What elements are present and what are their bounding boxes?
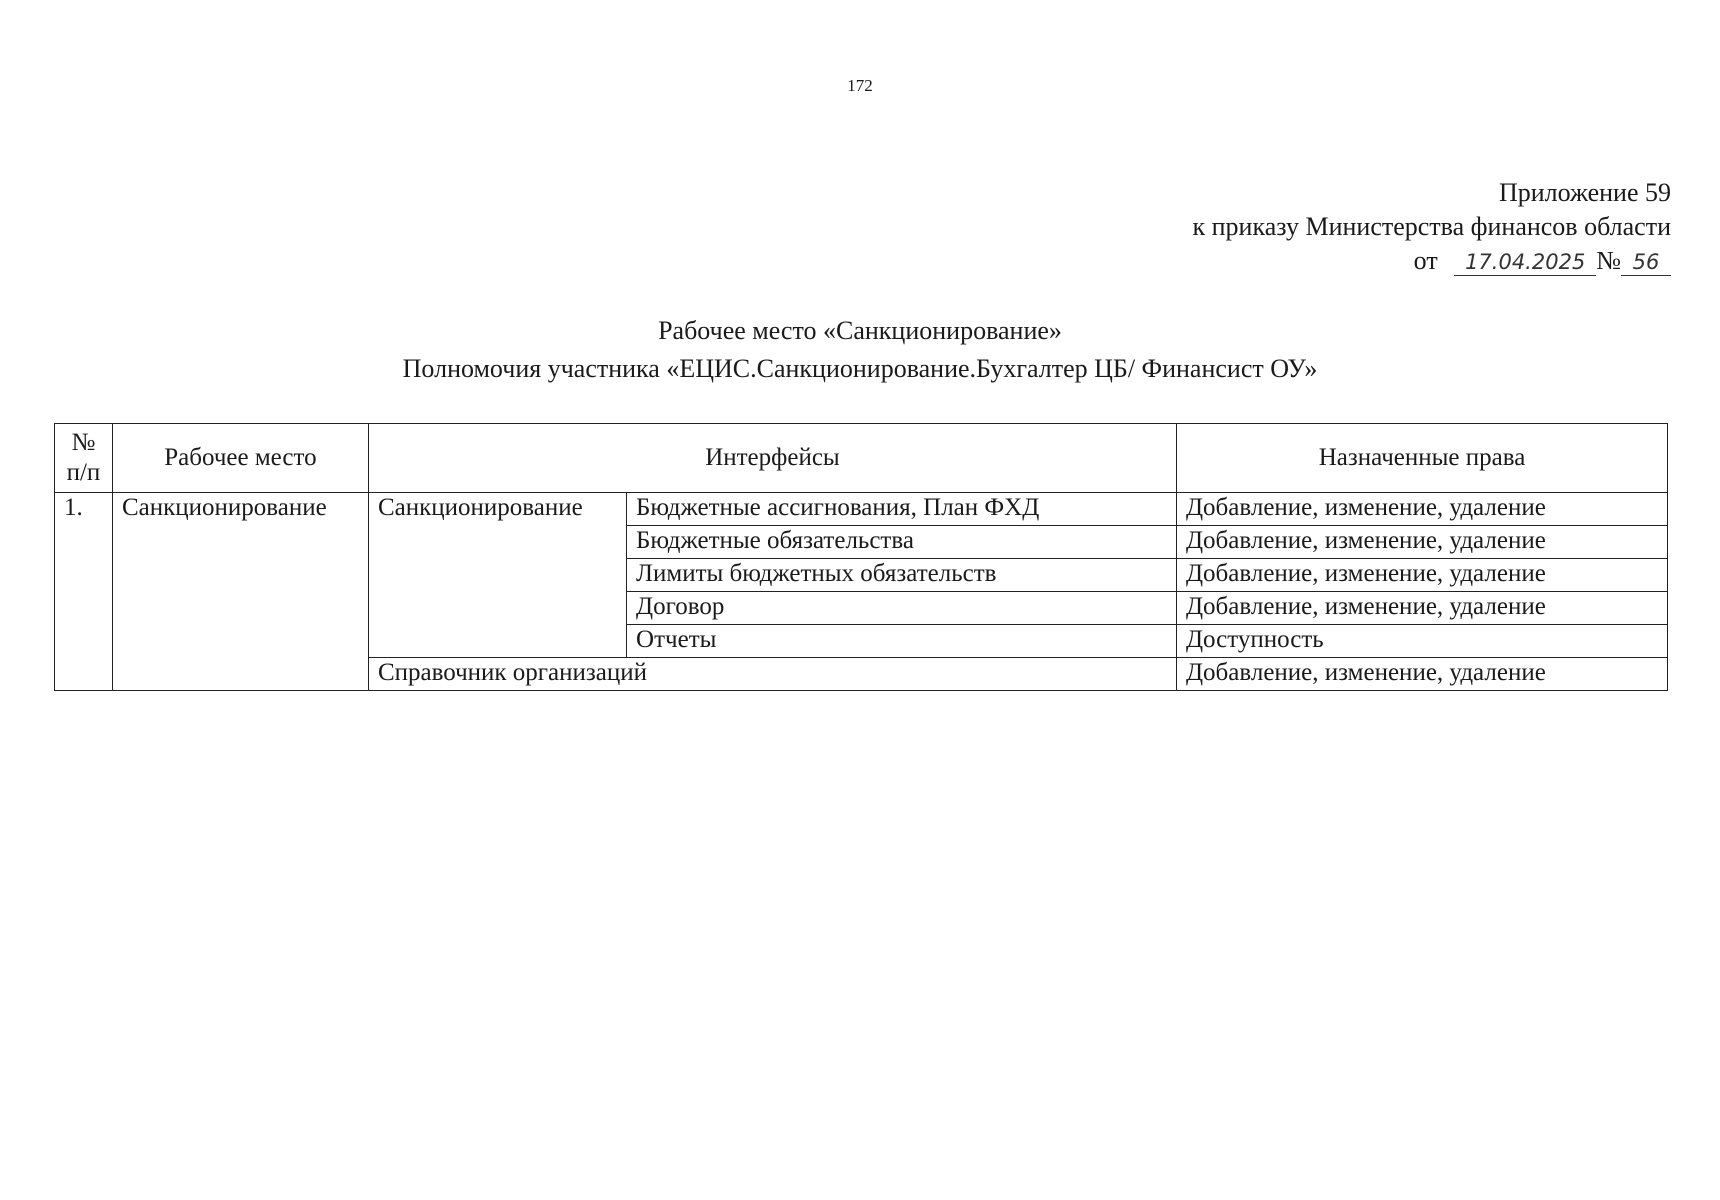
cell-rights: Добавление, изменение, удаление (1177, 559, 1668, 592)
appendix-subtitle: к приказу Министерства финансов области (1192, 212, 1671, 241)
rights-table (54, 423, 1668, 691)
cell-interface-group: Санкционирование (368, 493, 626, 658)
cell-interface: Лимиты бюджетных обязательств (627, 559, 1177, 592)
heading-line-2: Полномочия участника «ЕЦИС.Санкционирование.Бухгалтер ЦБ/ Финансист ОУ» (402, 354, 1318, 383)
date-prefix: от (1413, 246, 1438, 275)
cell-interface: Отчеты (627, 625, 1177, 658)
cell-interface-extra: Справочник организаций (368, 658, 1176, 691)
header-interfaces: Интерфейсы (368, 424, 1176, 493)
cell-interface: Договор (627, 592, 1177, 625)
cell-row-num: 1. (55, 493, 113, 691)
cell-interface: Бюджетные обязательства (627, 526, 1177, 559)
cell-workplace: Санкционирование (112, 493, 368, 691)
table-row (55, 493, 1668, 526)
header-num: № п/п (55, 424, 113, 493)
page-number: 172 (847, 76, 873, 95)
appendix-block (1193, 176, 1672, 278)
header-workplace: Рабочее место (112, 424, 368, 493)
cell-rights: Доступность (1177, 625, 1668, 658)
cell-rights: Добавление, изменение, удаление (1177, 592, 1668, 625)
cell-rights: Добавление, изменение, удаление (1177, 658, 1668, 691)
cell-rights: Добавление, изменение, удаление (1177, 493, 1668, 526)
table-header-row (55, 424, 1668, 493)
handwritten-number: 56 (1621, 249, 1671, 276)
number-prefix: № (1596, 246, 1621, 275)
heading-line-1: Рабочее место «Санкционирование» (658, 316, 1062, 345)
document-heading (0, 312, 1720, 388)
header-rights: Назначенные права (1177, 424, 1668, 493)
cell-interface: Бюджетные ассигнования, План ФХД (627, 493, 1177, 526)
cell-rights: Добавление, изменение, удаление (1177, 526, 1668, 559)
appendix-date-line (1193, 244, 1672, 278)
handwritten-date: 17.04.2025 (1454, 249, 1596, 276)
appendix-title: Приложение 59 (1498, 178, 1671, 207)
